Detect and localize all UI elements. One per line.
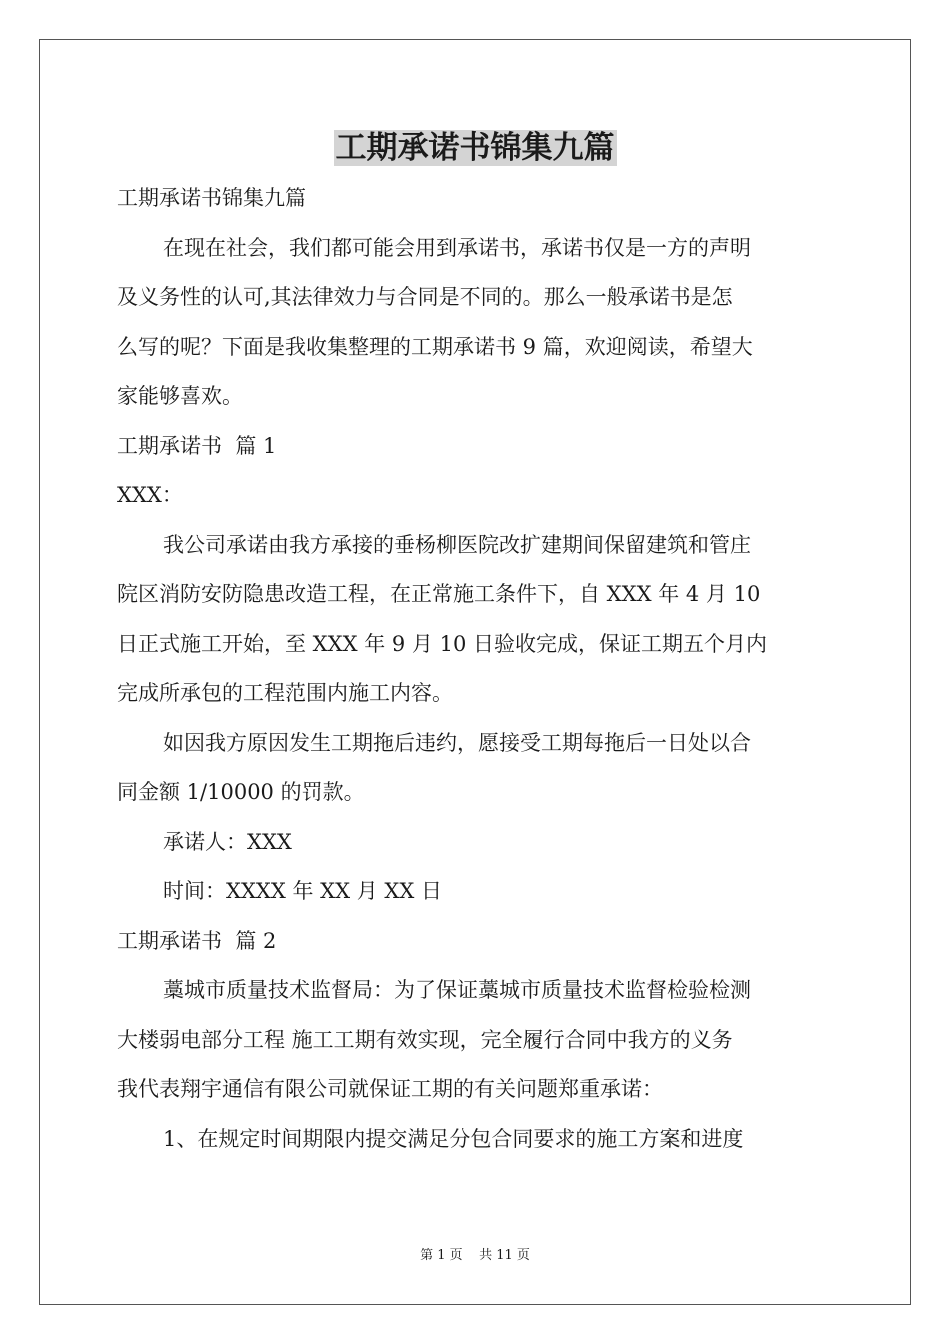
document-body xyxy=(117,174,837,1164)
text-line: 如因我方原因发生工期拖后违约，愿接受工期每拖后一日处以合 xyxy=(163,730,751,755)
document-title-text: 工期承诺书锦集九篇 xyxy=(335,130,615,166)
text-line: 家能够喜欢。 xyxy=(117,384,243,408)
document-title xyxy=(0,124,950,172)
text-line: 1、在规定时间期限内提交满足分包合同要求的施工方案和进度 xyxy=(163,1126,744,1151)
text-line: 工期承诺书锦集九篇 xyxy=(117,186,306,210)
text-line: 日正式施工开始，至 XXX 年 9 月 10 日验收完成，保证工期五个月内 xyxy=(117,631,767,656)
text-line: 藁城市质量技术监督局：为了保证藁城市质量技术监督检验检测 xyxy=(163,978,751,1002)
text-line: 我公司承诺由我方承接的垂杨柳医院改扩建期间保留建筑和管庄 xyxy=(163,532,751,557)
page-footer: 第 1 页 共 11 页 xyxy=(420,1248,530,1263)
text-line: XXX： xyxy=(117,483,183,507)
text-line: 院区消防安防隐患改造工程，在正常施工条件下，自 XXX 年 4 月 10 xyxy=(117,582,761,606)
text-line: 时间：XXXX 年 XX 月 XX 日 xyxy=(163,879,442,903)
text-line: 同金额 1/10000 的罚款。 xyxy=(117,780,365,804)
text-line: 么写的呢？下面是我收集整理的工期承诺书 9 篇，欢迎阅读，希望大 xyxy=(117,334,753,359)
text-line: 我代表翔宇通信有限公司就保证工期的有关问题郑重承诺： xyxy=(117,1077,663,1101)
text-line: 承诺人：XXX xyxy=(163,829,292,854)
text-line: 及义务性的认可,其法律效力与合同是不同的。那么一般承诺书是怎 xyxy=(117,285,733,309)
text-line: 工期承诺书 篇 2 xyxy=(117,928,277,953)
text-line: 工期承诺书 篇 1 xyxy=(117,433,277,458)
text-line: 在现在社会，我们都可能会用到承诺书，承诺书仅是一方的声明 xyxy=(163,235,751,260)
text-line: 大楼弱电部分工程 施工工期有效实现，完全履行合同中我方的义务 xyxy=(117,1027,733,1052)
text-line: 完成所承包的工程范围内施工内容。 xyxy=(117,681,453,705)
